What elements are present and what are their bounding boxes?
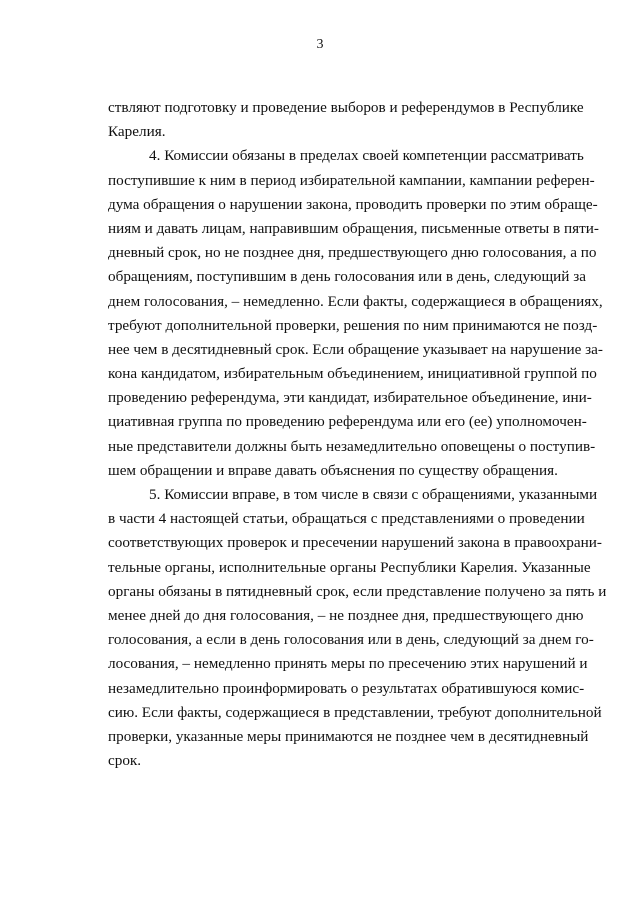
text-line: ные представители должны быть незамедлительно оповещены о поступив- [108, 437, 596, 455]
text-line: требуют дополнительной проверки, решения по ним принимаются не позд- [108, 316, 598, 334]
text-line: сию. Если факты, содержащиеся в представлении, требуют дополнительной [108, 703, 602, 721]
text-line: менее дней до дня голосования, – не позднее дня, предшествующего дню [108, 606, 584, 624]
text-line: поступившие к ним в период избирательной кампании, кампании референ- [108, 171, 595, 189]
text-line: соответствующих проверок и пресечении нарушений закона в правоохрани- [108, 534, 602, 552]
text-line: голосования, а если в день голосования или в день, следующий за днем го- [108, 631, 594, 649]
text-line: нее чем в десятидневный срок. Если обращение указывает на нарушение за- [108, 340, 603, 358]
text-line: циативная группа по проведению референдума или его (ее) уполномочен- [108, 413, 587, 431]
text-line: в части 4 настоящей статьи, обращаться с представлениями о проведении [108, 510, 585, 528]
text-line: кона кандидатом, избирательным объединением, инициативной группой по [108, 365, 597, 383]
document-body [108, 96, 607, 773]
text-line: обращениям, поступившим в день голосования или в день, следующий за [108, 268, 586, 286]
text-line: срок. [108, 752, 142, 770]
text-line: шем обращении и вправе давать объяснения по существу обращения. [108, 461, 558, 479]
paragraph-5-first-line: 5. Комиссии вправе, в том числе в связи с обращениями, указанными [149, 486, 598, 503]
text-line: органы обязаны в пятидневный срок, если представление получено за пять и [108, 582, 607, 600]
text-line: проверки, указанные меры принимаются не позднее чем в десятидневный [108, 727, 589, 745]
paragraph-4-first-line: 4. Комиссии обязаны в пределах своей компетенции рассматривать [149, 147, 584, 165]
page-number: 3 [316, 37, 324, 52]
text-line: дума обращения о нарушении закона, проводить проверки по этим обраще- [108, 195, 598, 213]
text-line: проведению референдума, эти кандидат, избирательное объединение, ини- [108, 389, 592, 407]
text-line: ниям и давать лицам, направившим обращения, письменные ответы в пяти- [108, 219, 599, 237]
text-line: ствляют подготовку и проведение выборов и референдумов в Республике [108, 99, 584, 116]
text-line: дневный срок, но не позднее дня, предшествующего дню голосования, а по [108, 244, 597, 262]
text-line: днем голосования, – немедленно. Если факты, содержащиеся в обращениях, [108, 292, 603, 310]
text-line: незамедлительно проинформировать о результатах обратившуюся комис- [108, 679, 585, 697]
text-line: тельные органы, исполнительные органы Республики Карелия. Указанные [108, 558, 591, 576]
text-line: Карелия. [108, 123, 166, 141]
text-line: лосования, – немедленно принять меры по пресечению этих нарушений и [108, 655, 588, 673]
